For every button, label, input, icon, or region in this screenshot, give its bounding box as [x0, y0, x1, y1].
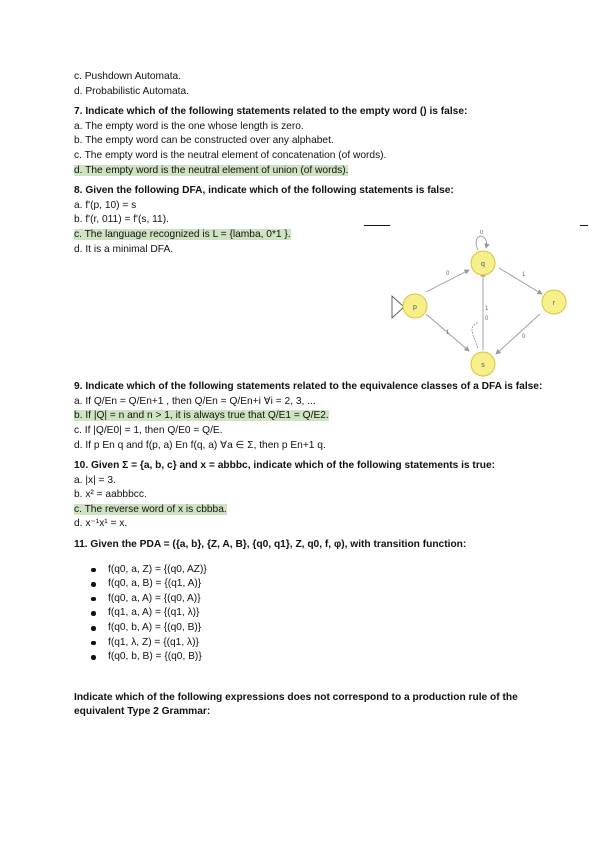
q10-title: 10. Given Σ = {a, b, c} and x = abbbc, indicate which of the following statements is true: — [74, 460, 496, 472]
label-p-s: 1 — [446, 330, 450, 336]
label-s-q-alt: 0 — [485, 316, 489, 322]
label-r-s: 0 — [522, 334, 526, 340]
q11-title: 11. Given the PDA = ({a, b}, {Z, A, B}, {q0, q1}, Z, q0, f, φ), with transition function: — [74, 539, 467, 551]
q9-option-a: a. If Q/En = Q/En+1 , then Q/En = Q/En+i ∀i = 2, 3, ... — [74, 395, 316, 407]
q7-option-c: c. The empty word is the neutral element of concatenation (of words). — [74, 149, 387, 161]
loop-q-arrow — [476, 236, 486, 250]
q8-option-a: a. f'(p, 10) = s — [74, 199, 137, 211]
question-9 — [74, 380, 544, 453]
q9-title: 9. Indicate which of the following statements related to the equivalence classes of a DFA is false: — [74, 381, 543, 393]
edge-q-r — [499, 268, 542, 294]
question-11 — [74, 538, 544, 720]
q9-option-c: c. If |Q/E0| = 1, then Q/E0 = Q/E. — [74, 424, 223, 436]
question-7 — [74, 105, 544, 178]
start-arrow — [392, 296, 404, 318]
transition-item: f(q1, a, A) = {(q1, λ)} — [74, 606, 544, 621]
separator-line — [364, 225, 390, 226]
q9-option-d: d. If p En q and f(p, a) En f(q, a) ∀a ∈ Σ, then p En+1 q. — [74, 439, 326, 451]
transition-item: f(q0, a, B) = {(q1, A)} — [74, 577, 544, 592]
q6-option-d: d. Probabilistic Automata. — [74, 85, 189, 97]
transition-item: f(q0, a, Z) = {(q0, AZ)} — [74, 563, 544, 578]
q8-option-d: d. It is a minimal DFA. — [74, 243, 174, 255]
q10-option-d: d. x⁻¹x¹ = x. — [74, 518, 128, 530]
q10-option-a: a. |x| = 3. — [74, 474, 116, 486]
transition-item: f(q0, a, A) = {(q0, A)} — [74, 592, 544, 607]
question-10 — [74, 459, 544, 532]
q8-option-b: b. f'(r, 011) = f'(s, 11). — [74, 214, 169, 226]
state-s-label: s — [481, 362, 485, 369]
q10-option-c-highlighted: c. The reverse word of x is cbbba. — [74, 503, 227, 515]
label-q-r: 1 — [522, 272, 526, 278]
transition-list — [74, 563, 544, 665]
transition-item: f(q0, b, A) = {(q0, B)} — [74, 621, 544, 636]
q7-title: 7. Indicate which of the following statements related to the empty word () is false: — [74, 106, 468, 118]
q7-option-d-highlighted: d. The empty word is the neutral element of union (of words). — [74, 164, 349, 176]
q7-option-b: b. The empty word can be constructed over any alphabet. — [74, 135, 334, 147]
separator-line — [580, 225, 588, 226]
state-q-label: q — [481, 261, 485, 268]
question-6-tail — [74, 70, 544, 99]
q9-option-b-highlighted: b. If |Q| = n and n > 1, it is always true that Q/E1 = Q/E2. — [74, 410, 329, 422]
q10-option-b: b. x² = aabbbcc. — [74, 489, 147, 501]
q8-title: 8. Given the following DFA, indicate which of the following statements is false: — [74, 185, 454, 197]
q6-option-c: c. Pushdown Automata. — [74, 71, 182, 82]
q7-option-a: a. The empty word is the one whose length is zero. — [74, 120, 304, 132]
label-s-q: 1 — [485, 306, 489, 312]
edge-s-q-alt — [472, 322, 478, 348]
label-p-q: 0 — [446, 271, 450, 277]
q8-option-c-highlighted: c. The language recognized is L = {lamba, 0*1 }. — [74, 228, 291, 240]
q11-question: Indicate which of the following expressions does not correspond to a production rule of the equivalent Type 2 Grammar: — [74, 691, 518, 718]
state-p-label: p — [413, 304, 417, 311]
transition-item: f(q0, b, B) = {(q0, B)} — [74, 650, 544, 665]
exam-page — [74, 70, 544, 720]
transition-item: f(q1, λ, Z) = {(q1, λ)} — [74, 636, 544, 651]
edge-r-s — [496, 314, 540, 354]
state-r-label: r — [552, 300, 556, 307]
dfa-diagram — [390, 230, 585, 380]
label-loop-q: 0 — [480, 230, 484, 236]
